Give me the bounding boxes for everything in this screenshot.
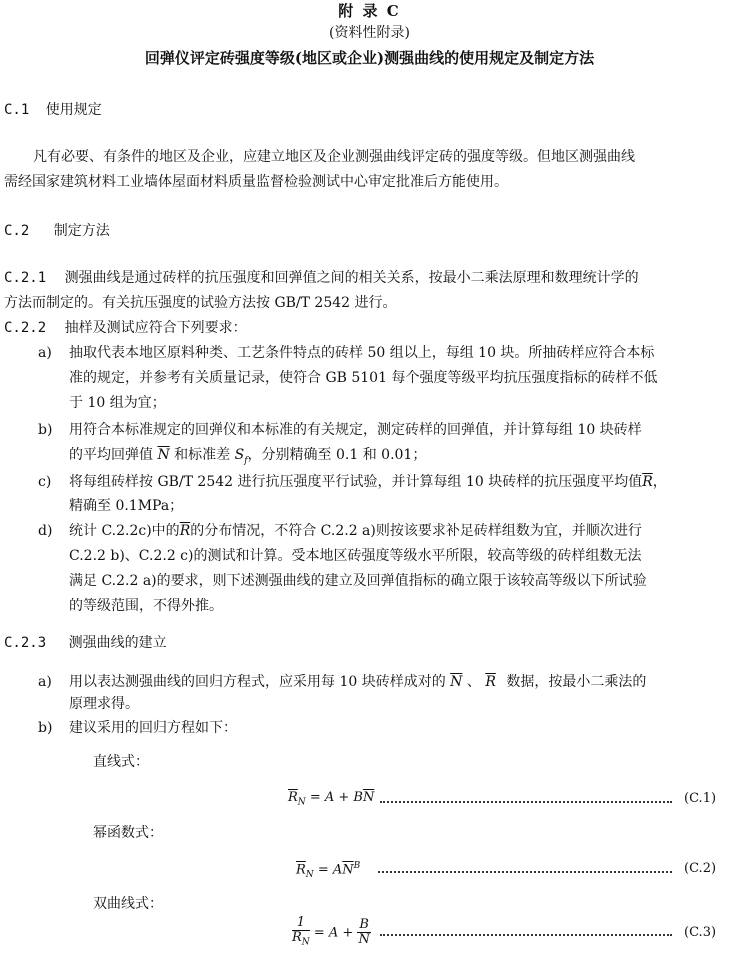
c21-line: 方法而制定的。有关抗压强度的试验方法按 GB/T 2542 进行。 [4, 295, 397, 311]
c1-paragraph-line: 需经国家建筑材料工业墙体屋面材料质量监督检验测试中心审定批准后方能使用。 [4, 174, 508, 190]
text: 统计 C.2.2c)中的 [69, 523, 180, 539]
denominator: N [358, 932, 370, 948]
mean-strength-symbol: $\overline{R}$ [179, 523, 191, 539]
hyperbolic-label: 双曲线式： [93, 896, 163, 912]
equation-number: (C.1) [684, 791, 717, 806]
c21-line [4, 268, 639, 289]
section-title: 使用规定 [45, 102, 102, 118]
item-label: c) [38, 474, 52, 490]
mean-rebound-symbol: $\overline{N}$ [157, 447, 170, 463]
section-title: 制定方法 [53, 223, 110, 239]
rhs-symbol: $\overline{N}$ [362, 790, 375, 805]
item-label: a) [38, 674, 52, 690]
mean-strength-symbol: $\overline{R}$ [642, 474, 653, 490]
leader-dots [380, 934, 672, 936]
exponent: B [353, 861, 361, 871]
item-c-line: 精确至 0.1MPa； [69, 498, 184, 514]
lhs-symbol: $\overline{R}$ [296, 862, 306, 878]
numerator: B [359, 917, 369, 933]
section-c1-heading [4, 99, 102, 119]
item-b-line: 用符合本标准规定的回弹仪和本标准的有关规定，测定砖样的回弹值，并计算每组 10 块砖样 [69, 422, 642, 438]
std-dev-subscript: f [244, 455, 248, 466]
c23-item-a-line: 原理求得。 [69, 696, 139, 712]
rhs-symbol: $\overline{N}$ [342, 862, 354, 878]
item-d-line: C.2.2 b)、C.2.2 c)的测试和计算。受本地区砖强度等级水平所限，较高等级的砖样组数无法 [69, 548, 642, 564]
text: 的分布情况，不符合 C.2.2 a)则按该要求补足砖样组数为宜，并顺次进行 [190, 523, 642, 539]
item-c-line [69, 472, 667, 493]
item-b-line [69, 445, 426, 472]
formula-c3 [292, 916, 371, 950]
text: ，分别精确至 0.1 和 0.01； [247, 447, 427, 463]
c23-item-b-line: 建议采用的回归方程如下： [69, 720, 237, 736]
item-d-line: 满足 C.2.2 a)的要求，则下述测强曲线的建立及回弹值指标的确立限于该较高等级以下所试验 [69, 573, 647, 589]
item-label: a) [38, 345, 52, 361]
c23-item-a-line [69, 672, 646, 693]
item-label: d) [38, 523, 53, 539]
clause-text: 测强曲线的建立 [68, 635, 167, 651]
rhs-text: = A + [313, 925, 354, 941]
lhs-symbol: $\overline{R}$ [288, 790, 298, 805]
item-a-line: 于 10 组为宜； [69, 395, 166, 411]
c1-paragraph-line: 凡有必要、有条件的地区及企业，应建立地区及企业测强曲线评定砖的强度等级。但地区测强曲线 [33, 149, 635, 165]
item-d-line: 的等级范围，不得外推。 [69, 598, 223, 614]
den-subscript: N [301, 937, 310, 948]
clause-text: 测强曲线是通过砖样的抗压强度和回弹值之间的相关关系，按最小二乘法原理和数理统计学的 [64, 270, 639, 286]
text: 将每组砖样按 GB/T 2542 进行抗压强度平行试验，并计算每组 10 块砖样的抗压强度平均值 [69, 474, 643, 490]
item-label: b) [38, 422, 53, 438]
c23-heading [4, 633, 167, 654]
appendix-nature: (资料性附录) [329, 25, 410, 41]
item-label: b) [38, 720, 53, 736]
mean-strength-symbol: $\overline{R}$ [485, 674, 496, 690]
item-d-line [69, 521, 642, 542]
appendix-title: 回弹仪评定砖强度等级(地区或企业)测强曲线的使用规定及制定方法 [144, 49, 595, 67]
formula-c1 [288, 790, 374, 808]
fraction [357, 918, 371, 947]
equation-number: (C.3) [684, 925, 717, 940]
text: 的平均回弹值 [69, 447, 153, 463]
rhs-text: = A + B [309, 790, 363, 805]
rhs-text: = A [317, 862, 343, 878]
text: ， [652, 474, 667, 490]
clause-number: C.2.2 [4, 320, 47, 336]
power-label: 幂函数式： [93, 825, 163, 841]
text: 、 [466, 674, 481, 690]
clause-text: 抽样及测试应符合下列要求： [64, 320, 247, 336]
clause-number: C.2.3 [4, 635, 47, 651]
std-dev-symbol: S [234, 447, 245, 463]
lhs-subscript: N [297, 797, 306, 808]
leader-dots [378, 871, 672, 873]
leader-dots [380, 801, 672, 803]
item-a-line: 准的规定，并参考有关质量记录，使符合 GB 5101 每个强度等级平均抗压强度指标的砖样不低 [69, 370, 658, 386]
formula-c2 [296, 861, 360, 880]
section-number: C.2 [4, 223, 30, 239]
text: 用以表达测强曲线的回归方程式，应采用每 10 块砖样成对的 [69, 674, 446, 690]
den-symbol: R [292, 930, 302, 945]
equation-number: (C.2) [684, 861, 717, 876]
numerator: 1 [292, 916, 310, 931]
text: 数据，按最小二乘法的 [506, 674, 647, 690]
item-a-line: 抽取代表本地区原料种类、工艺条件特点的砖样 50 组以上，每组 10 块。所抽砖样应符合本标 [69, 345, 655, 361]
appendix-label: 附 录 C [338, 2, 401, 20]
section-number: C.1 [4, 102, 30, 118]
denominator [292, 931, 310, 950]
text: 和标准差 [174, 447, 231, 463]
fraction [292, 916, 310, 950]
mean-rebound-symbol: $\overline{N}$ [450, 674, 463, 690]
c22-heading [4, 318, 247, 339]
clause-number: C.2.1 [4, 270, 47, 286]
lhs-subscript: N [305, 869, 314, 880]
section-c2-heading [4, 220, 110, 240]
linear-label: 直线式： [93, 754, 149, 770]
